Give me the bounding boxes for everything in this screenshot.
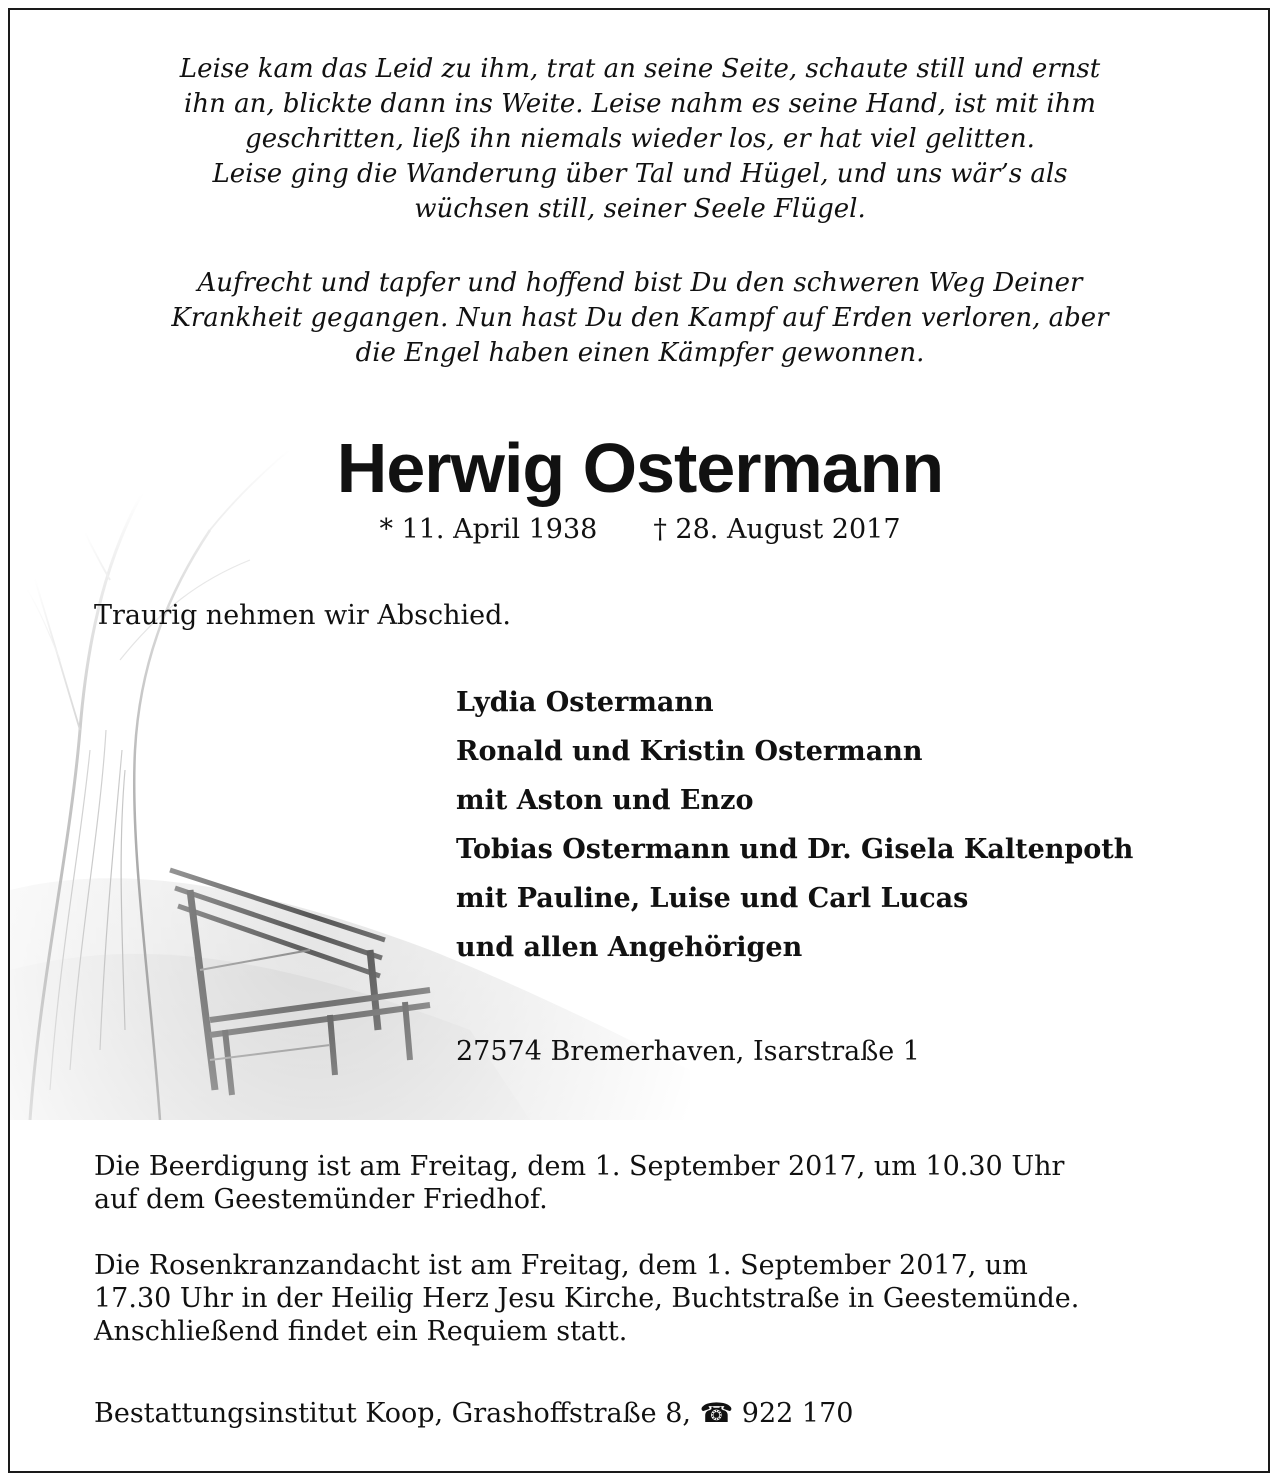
family-list — [456, 678, 1133, 972]
rosary-line: Die Rosenkranzandacht ist am Freitag, dem 1. September 2017, um — [94, 1250, 1028, 1281]
deceased-name: Herwig Ostermann — [336, 429, 944, 507]
poem-line: wüchsen still, seiner Seele Flügel. — [414, 194, 866, 224]
burial-notice — [94, 1150, 1186, 1216]
death-date: † 28. August 2017 — [653, 514, 901, 545]
poem-line: ihn an, blickte dann ins Weite. Leise nahm es seine Hand, ist mit ihm — [184, 89, 1096, 119]
poem-line: Leise ging die Wanderung über Tal und Hügel, und uns wär’s als — [212, 159, 1068, 189]
funeral-home-contact: Bestattungsinstitut Koop, Grashoffstraße 8, ☎ 922 170 — [94, 1398, 854, 1429]
poem-line: die Engel haben einen Kämpfer gewonnen. — [355, 338, 925, 368]
poem-line: geschritten, ließ ihn niemals wieder los, er hat viel gelitten. — [245, 124, 1035, 154]
family-member: und allen Angehörigen — [456, 932, 803, 963]
family-member: mit Aston und Enzo — [456, 785, 754, 816]
poem-stanza-2 — [60, 266, 1220, 371]
poem-stanza-1 — [60, 52, 1220, 227]
poem-line: Krankheit gegangen. Nun hast Du den Kampf auf Erden verloren, aber — [171, 303, 1109, 333]
rosary-line: Anschließend findet ein Requiem statt. — [94, 1316, 628, 1347]
family-member: mit Pauline, Luise und Carl Lucas — [456, 883, 969, 914]
burial-line: auf dem Geestemünder Friedhof. — [94, 1184, 548, 1215]
poem-line: Leise kam das Leid zu ihm, trat an seine Seite, schaute still und ernst — [179, 54, 1101, 84]
birth-date: * 11. April 1938 — [379, 514, 598, 545]
family-member: Lydia Ostermann — [456, 687, 714, 718]
life-dates — [0, 512, 1280, 548]
poem-line: Aufrecht und tapfer und hoffend bist Du den schweren Weg Deiner — [197, 268, 1083, 298]
family-member: Ronald und Kristin Ostermann — [456, 736, 923, 767]
family-address: 27574 Bremerhaven, Isarstraße 1 — [456, 1036, 920, 1067]
family-member: Tobias Ostermann und Dr. Gisela Kaltenpoth — [456, 834, 1134, 865]
rosary-notice — [94, 1249, 1186, 1348]
burial-line: Die Beerdigung ist am Freitag, dem 1. September 2017, um 10.30 Uhr — [94, 1151, 1065, 1182]
mourning-line: Traurig nehmen wir Abschied. — [94, 600, 511, 631]
rosary-line: 17.30 Uhr in der Heilig Herz Jesu Kirche, Buchtstraße in Geestemünde. — [94, 1283, 1080, 1314]
